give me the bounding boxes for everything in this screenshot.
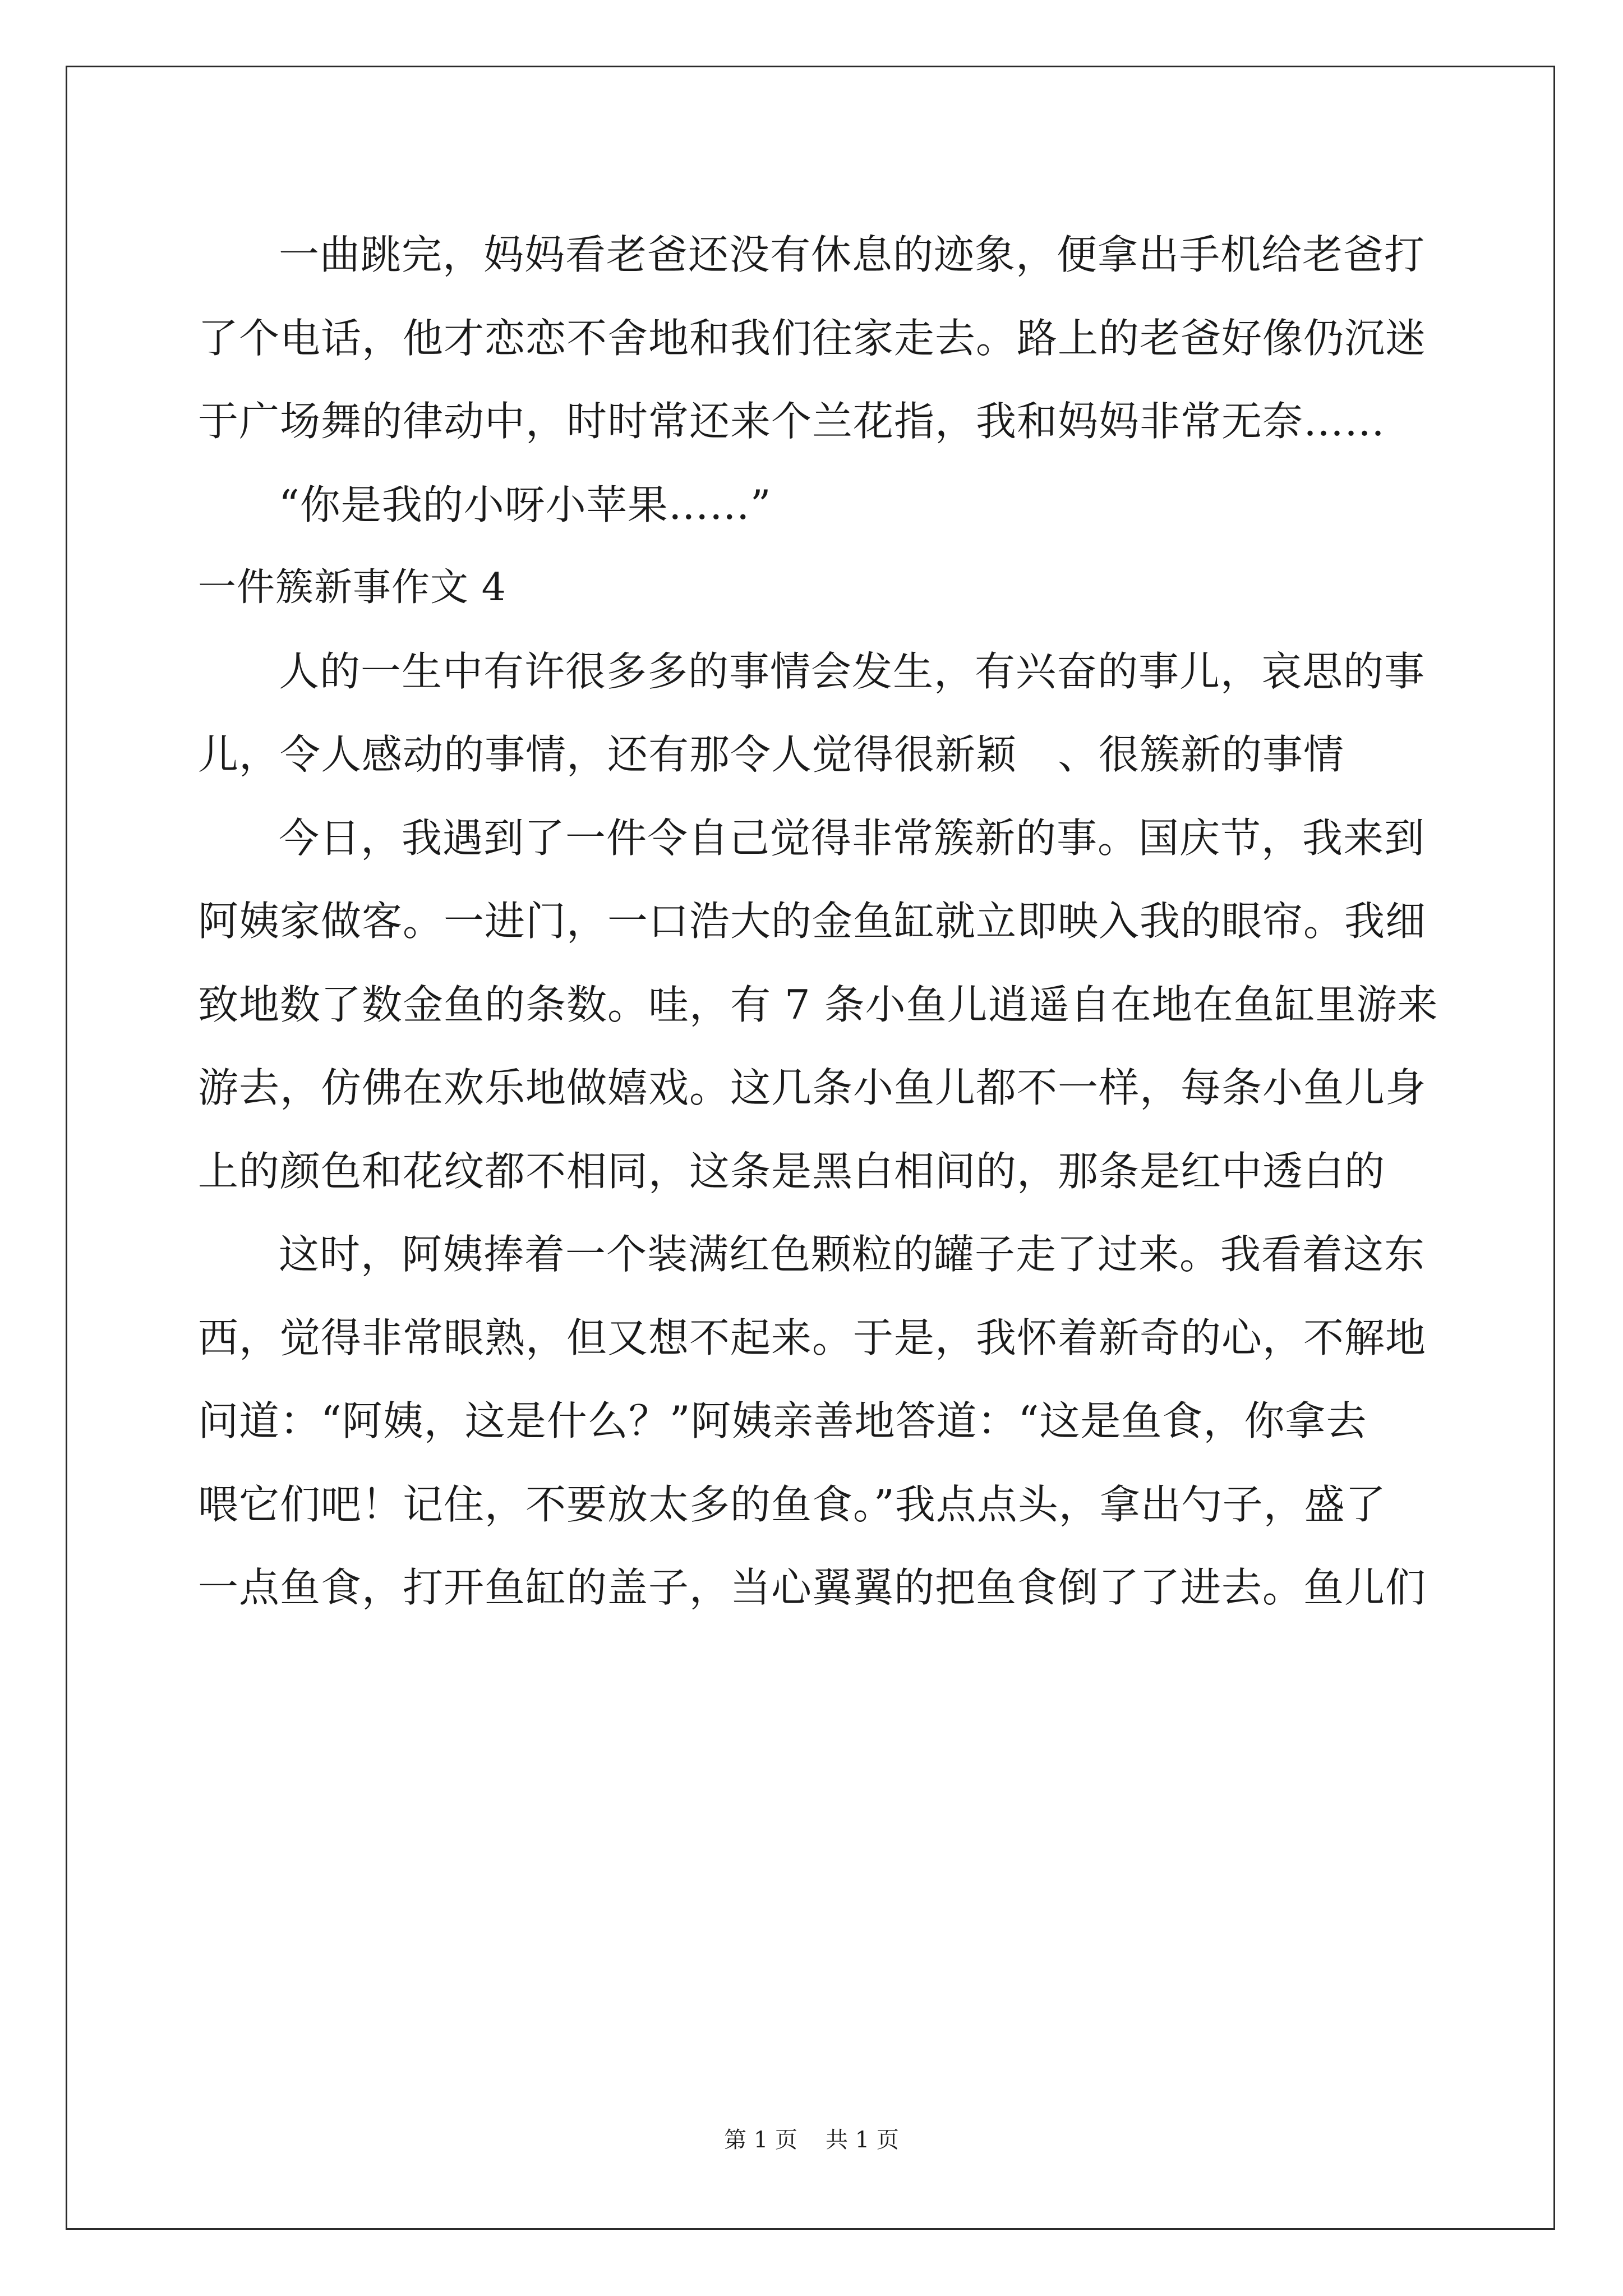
text-line: 于广场舞的律动中，时时常还来个兰花指，我和妈妈非常无奈…… bbox=[198, 398, 1386, 445]
text-line: 西，觉得非常眼熟，但又想不起来。于是，我怀着新奇的心，不解地 bbox=[198, 1314, 1427, 1361]
text-line: 喂它们吧！记住，不要放太多的鱼食。”我点点头，拿出勺子，盛了 bbox=[198, 1480, 1386, 1528]
text-line: 这时，阿姨捧着一个装满红色颗粒的罐子走了过来。我看着这东 bbox=[279, 1231, 1426, 1278]
text-line: 一曲跳完，妈妈看老爸还没有休息的迹象，便拿出手机给老爸打 bbox=[279, 231, 1426, 278]
section-heading: 一件簇新事作文 4 bbox=[198, 565, 506, 610]
text-line: 儿，令人感动的事情，还有那令人觉得很新颖 、很簇新的事情 bbox=[198, 731, 1345, 778]
text-line: 今日，我遇到了一件令自己觉得非常簇新的事。国庆节，我来到 bbox=[279, 814, 1426, 862]
text-line: 人的一生中有许很多多的事情会发生，有兴奋的事儿，哀思的事 bbox=[279, 647, 1426, 695]
document-body bbox=[198, 213, 1438, 1630]
text-line: 问道：“阿姨，这是什么？”阿姨亲善地答道：“这是鱼食，你拿去 bbox=[198, 1397, 1367, 1444]
text-line: 上的颜色和花纹都不相同，这条是黑白相间的，那条是红中透白的 bbox=[198, 1147, 1386, 1195]
text-line: 致地数了数金鱼的条数。哇，有 7 条小鱼儿逍遥自在地在鱼缸里游来 bbox=[198, 981, 1438, 1028]
page-number: 第 1 页 bbox=[724, 2127, 797, 2153]
text-line: 游去，仿佛在欢乐地做嬉戏。这几条小鱼儿都不一样，每条小鱼儿身 bbox=[198, 1064, 1427, 1111]
text-line: 一点鱼食，打开鱼缸的盖子，当心翼翼的把鱼食倒了了进去。鱼儿们 bbox=[198, 1564, 1427, 1611]
page-total: 共 1 页 bbox=[826, 2127, 899, 2153]
quote-line: “你是我的小呀小苹果……” bbox=[279, 481, 772, 528]
page-footer bbox=[0, 2126, 1623, 2154]
text-line: 了个电话，他才恋恋不舍地和我们往家走去。路上的老爸好像仍沉迷 bbox=[198, 314, 1427, 362]
text-line: 阿姨家做客。一进门，一口浩大的金鱼缸就立即映入我的眼帘。我细 bbox=[198, 898, 1427, 945]
